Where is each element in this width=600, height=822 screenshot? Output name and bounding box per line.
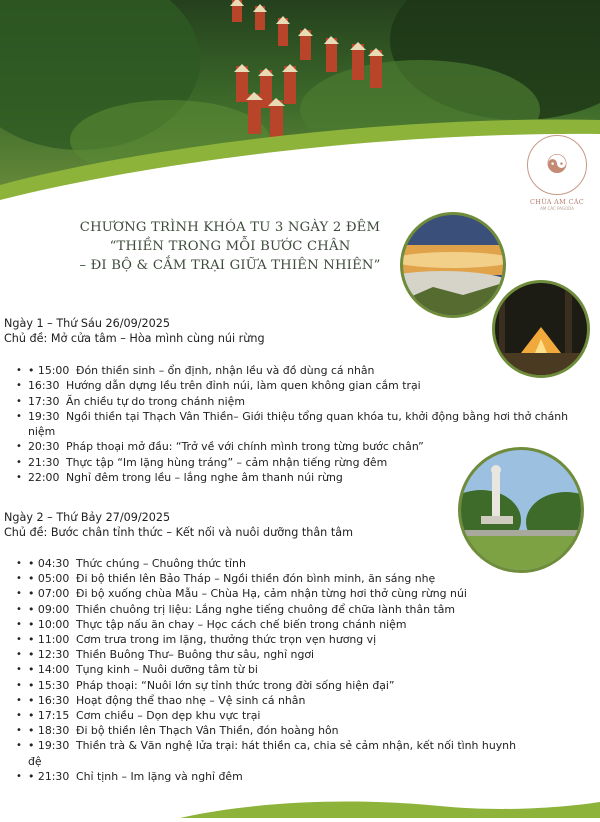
list-item: • 20:30 Pháp thoại mở đầu: “Trở về với chính mình trong từng bước chân” (10, 439, 600, 454)
list-item: • • 19:30 Thiền trà & Văn nghệ lửa trại: hát thiền ca, chia sẻ cảm nhận, kết nối tình huynh đệ (10, 738, 528, 768)
title-line-2: “THIỀN TRONG MỖI BƯỚC CHÂN (109, 239, 351, 254)
mountain-sunrise-photo (400, 212, 506, 318)
day1-schedule (10, 363, 600, 485)
list-item: • • 11:00 Cơm trưa trong im lặng, thưởng thức trọn vẹn hương vị (10, 632, 600, 647)
day2-heading: Ngày 2 – Thứ Bảy 27/09/2025 (4, 511, 171, 524)
list-item: • • 17:15 Cơm chiều – Dọn dẹp khu vực trại (10, 708, 600, 723)
day2-theme: Chủ đề: Bước chân tỉnh thức – Kết nối và nuôi dưỡng thân tâm (4, 526, 353, 539)
day1-theme: Chủ đề: Mở cửa tâm – Hòa mình cùng núi rừng (4, 332, 265, 345)
program-title (40, 218, 420, 275)
title-line-1: CHƯƠNG TRÌNH KHÓA TU 3 NGÀY 2 ĐÊM (79, 220, 381, 235)
list-item: • • 16:30 Hoạt động thể thao nhẹ – Vệ sinh cá nhân (10, 693, 600, 708)
list-item: • 22:00 Nghỉ đêm trong lều – lắng nghe âm thanh núi rừng (10, 470, 600, 485)
list-item: • • 04:30 Thức chúng – Chuông thức tỉnh (10, 556, 600, 571)
title-line-3: – ĐI BỘ & CẮM TRẠI GIỮA THIÊN NHIÊN” (79, 258, 381, 273)
hero-image (0, 0, 600, 205)
list-item: • • 15:00 Đón thiền sinh – ổn định, nhận lều và đồ dùng cá nhân (10, 363, 600, 378)
list-item: • • 18:30 Đi bộ thiền lên Thạch Vân Thiền, đón hoàng hôn (10, 723, 600, 738)
list-item: • • 14:00 Tụng kinh – Nuôi dưỡng tâm từ bi (10, 662, 600, 677)
logo-name: CHÙA AM CÁC (529, 198, 585, 206)
meditating-buddha-icon: ☯ (527, 135, 587, 195)
list-item: • • 09:00 Thiền chuông trị liệu: Lắng nghe tiếng chuông để chữa lành thân tâm (10, 602, 600, 617)
bottom-wave (0, 798, 600, 818)
list-item: • 21:30 Thực tập “Im lặng hùng tráng” – cảm nhận tiếng rừng đêm (10, 455, 600, 470)
day2-header (4, 510, 353, 540)
list-item: • 17:30 Ăn chiều tự do trong chánh niệm (10, 394, 600, 409)
list-item: • • 07:00 Đi bộ xuống chùa Mẫu – Chùa Hạ, cảm nhận từng hơi thở cùng rừng núi (10, 586, 600, 601)
list-item: • • 10:00 Thực tập nấu ăn chay – Học cách chế biến trong chánh niệm (10, 617, 600, 632)
logo-subtitle: AM CÁC PAGODA (540, 206, 574, 211)
list-item: • 19:30 Ngồi thiền tại Thạch Vân Thiền– Giới thiệu tổng quan khóa tu, khởi động bằng hơi thở chánh niệm (10, 409, 600, 440)
day2-schedule (10, 556, 600, 784)
day1-heading: Ngày 1 – Thứ Sáu 26/09/2025 (4, 317, 170, 330)
list-item: • • 21:30 Chỉ tịnh – Im lặng và nghỉ đêm (10, 769, 600, 784)
pagoda-logo (518, 135, 596, 211)
list-item: • • 05:00 Đi bộ thiền lên Bảo Tháp – Ngồi thiền đón bình minh, ăn sáng nhẹ (10, 571, 600, 586)
list-item: • • 15:30 Pháp thoại: “Nuôi lớn sự tỉnh thức trong đời sống hiện đại” (10, 678, 600, 693)
list-item: • 16:30 Hướng dẫn dựng lều trên đỉnh núi, làm quen không gian cắm trại (10, 378, 600, 393)
day1-header (4, 316, 265, 346)
list-item: • • 12:30 Thiền Buông Thư– Buông thư sâu, nghỉ ngơi (10, 647, 600, 662)
